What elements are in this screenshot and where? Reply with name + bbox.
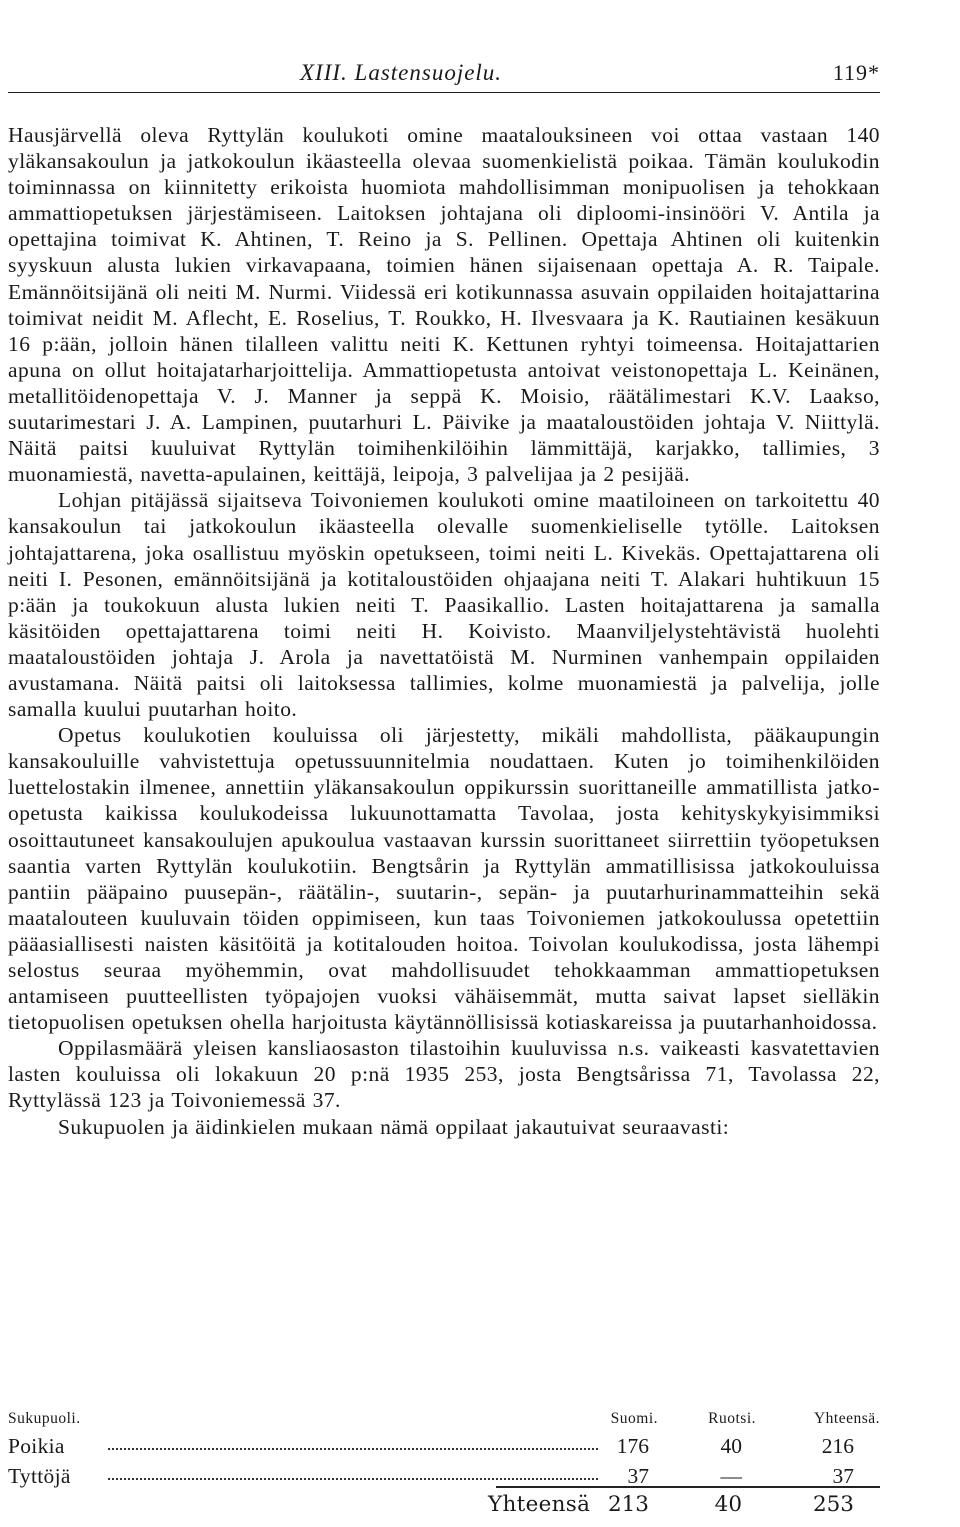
table-header	[8, 1410, 880, 1434]
total-suomi: 213	[607, 1492, 649, 1517]
header-yhteensa: Yhteensä.	[813, 1410, 880, 1427]
leader-dots	[108, 1444, 598, 1450]
student-distribution-table	[8, 1410, 880, 1494]
cell-ruotsi: 40	[720, 1434, 742, 1458]
paragraph-ryttyla: Hausjärvellä oleva Ryttylän koulukoti omine maatalouksineen voi ottaa vastaan 140 yläkansakoulun ja jatkokoulun ikäasteella olevaa suomenkielistä poikaa. Tämän koulukodin toiminnassa on kiinnitetty erikoista huomiota mahdollisimman monipuolisen ja tehokkaan ammattiopetuksen järjestämiseen. Laitoksen johtajana oli diploomi-insinööri V. Antila ja opettajina toimivat K. Ahtinen, T. Reino ja S. Pellinen. Opettaja Ahtinen oli kuitenkin syyskuun alusta lukien virkavapaana, toimien hänen sijaisenaan opettaja A. R. Taipale. Emännöitsijänä oli neiti M. Nurmi. Viidessä eri kotikunnassa asuvain oppilaiden hoitajattarina toimivat neidit M. Aflecht, E. Roselius, T. Roukko, H. Ilvesvaara ja K. Rautiainen kesäkuun 16 p:ään, jolloin hänen tilalleen valittu neiti K. Kettunen ryhtyi toimeensa. Hoitajattarien apuna on ollut hoitajatarharjoittelija. Ammattiopetusta antoivat veistonopettaja L. Keinänen, metallitöidenopettaja V. J. Manner ja seppä K. Moisio, räätälimestari K.V. Laakso, suutarimestari J. A. Lampinen, puutarhuri L. Päivike ja maataloustöiden johtaja V. Niittylä. Näitä paitsi kuuluivat Ryttylän toimihenkilöihin lämmittäjä, karjakko, tallimies, 3 muonamiestä, navetta-apulainen, keittäjä, leipoja, 3 palvelijaa ja 2 pesijää.	[8, 123, 880, 487]
table-row	[8, 1464, 880, 1494]
cell-yhteensa: 216	[821, 1434, 854, 1458]
paragraph-toivoniemi: Lohjan pitäjässä sijaitseva Toivoniemen koulukoti omine maatiloineen on tarkoitettu 40 kansakoulun tai jatkokoulun ikäasteella olevalle suomenkieliselle tytölle. Laitoksen johtajattarena, joka osallistuu myöskin opetukseen, toimi neiti L. Kivekäs. Opettajattarena oli neiti I. Pesonen, emännöitsijänä ja kotitaloustöiden ohjaajana neiti T. Alakari huhtikuun 15 p:ään ja toukokuun alusta lukien neiti T. Paasikallio. Lasten hoitajattarena ja samalla käsitöiden opettajattarena toimi neiti H. Koivisto. Maanviljelystehtävistä huolehti maataloustöiden johtaja J. Arola ja navettatöistä M. Nurminen vanhempain oppilaiden avustamana. Näitä paitsi oli laitoksessa tallimies, kolme muonamiestä ja palvelija, jolle samalla kuului puutarhan hoito.	[8, 488, 880, 722]
cell-suomi: 37	[627, 1464, 649, 1488]
total-rule	[496, 1486, 880, 1488]
running-head-title: XIII. Lastensuojelu.	[300, 60, 503, 85]
cell-ruotsi: —	[720, 1464, 742, 1488]
header-sukupuoli: Sukupuoli.	[8, 1410, 81, 1427]
total-yhteensa: 253	[812, 1492, 854, 1517]
total-label: Yhteensä	[488, 1492, 591, 1517]
paragraph-oppilasmaara: Oppilasmäärä yleisen kansliaosaston tilastoihin kuuluvissa n.s. vaikeasti kasvatettavien lasten kouluissa oli lokakuun 20 p:nä 1935 253, josta Bengtsårissa 71, Tavolassa 22, Ryttylässä 123 ja Toivoniemessä 37.	[8, 1036, 880, 1113]
header-rule	[8, 92, 880, 93]
running-head	[8, 60, 880, 92]
paragraph-sukupuoli: Sukupuolen ja äidinkielen mukaan nämä oppilaat jakautuivat seuraavasti:	[58, 1114, 730, 1139]
row-label: Poikia	[8, 1434, 65, 1458]
body-text	[8, 122, 880, 1140]
header-suomi: Suomi.	[610, 1410, 658, 1427]
row-label: Tyttöjä	[8, 1464, 71, 1488]
table-row	[8, 1434, 880, 1464]
header-ruotsi: Ruotsi.	[708, 1410, 756, 1427]
leader-dots	[108, 1474, 598, 1480]
paragraph-opetus: Opetus koulukotien kouluissa oli järjestetty, mikäli mahdollista, pääkaupungin kansakouluille vahvistettuja opetussuunnitelmia noudattaen. Kuten jo toimihenkilöiden luettelostakin ilmenee, annettiin yläkansakoulun oppikurssin suorittaneille ammatillista jatko-opetusta kaikissa koulukodeissa lukuunottamatta Tavolaa, josta kehityskykyisimmiksi osoittautuneet kansakoulujen apukoulua vastaavan kurssin suorittaneet siirrettiin työopetuksen saantia varten Ryttylän koulukotiin. Bengtsårin ja Ryttylän ammatillisissa jatkokouluissa pantiin pääpaino puusepän-, räätälin-, suutarin-, sepän- ja puutarhurinammatteihin sekä maatalouteen kuuluvain töiden oppimiseen, kun taas Toivoniemen jatkokoulussa opetettiin pääasiallisesti naisten käsitöitä ja kotitalouden hoitoa. Toivolan koulukodissa, josta lähempi selostus seuraa myöhemmin, ovat mahdollisuudet tehokkaamman ammattiopetuksen antamiseen puutteellisten työpajojen vuoksi vähäisemmät, mutta saivat lapset sielläkin tietopuolisen opetuksen ohella harjoitusta käytännöllisissä kotiaskareissa ja puutarhanhoidossa.	[8, 723, 880, 1035]
total-ruotsi: 40	[714, 1492, 742, 1517]
cell-yhteensa: 37	[832, 1464, 854, 1488]
page-number: 119*	[832, 60, 880, 85]
table-total-row	[8, 1492, 880, 1522]
cell-suomi: 176	[616, 1434, 649, 1458]
